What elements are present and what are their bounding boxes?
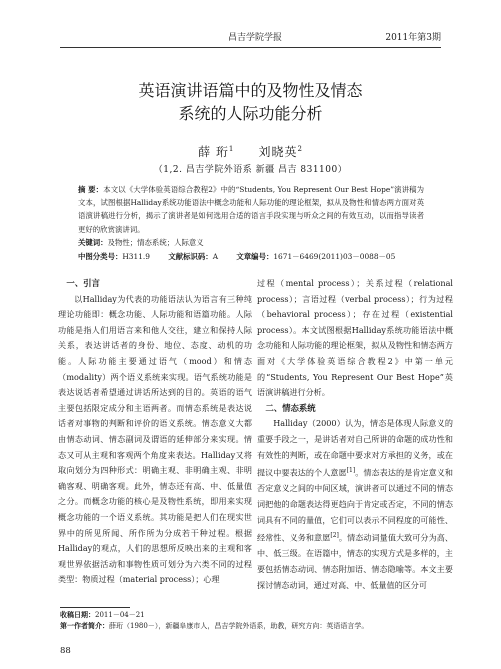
article-number-label: 文章编号：: [236, 252, 274, 261]
body-column-left: [58, 276, 252, 588]
keywords: [78, 237, 424, 248]
classification-line: [78, 251, 424, 262]
keywords-text: 及物性；情态系统；人际意义: [107, 238, 204, 247]
clc-number: H311.9: [122, 252, 150, 261]
paragraph-modality: [257, 416, 453, 593]
running-header: [60, 30, 441, 44]
author-info: 薛珩（1980－），新疆阜康市人，昌吉学院外语系，助教，研究方向：英语语言学。: [109, 622, 369, 630]
footnote-rule: [60, 607, 130, 608]
received-date: 2011－04－21: [95, 611, 145, 619]
article-title-line-1: 英语演讲语篇中的及物性及情态: [138, 81, 363, 100]
journal-name: 昌吉学院学报: [228, 33, 283, 43]
header-rule: [60, 47, 441, 48]
footnote-received: [60, 610, 450, 621]
clc-label: 中图分类号：: [78, 252, 123, 261]
issue-number: 2011年第3期: [385, 33, 441, 43]
author-line: [0, 143, 501, 160]
section-heading-modality: 二、情态系统: [265, 402, 316, 413]
paragraph-introduction-continued: 过程（mental process）；关系过程（relational process）；言语过程（verbal process）；行为过程（behavioral process）；存在过程（existential process）。本文试图根据Halliday系统功能语法中概念功能和人际功能的理论框架，拟从及物性和情态两方面对《大学体验英语综合教程2》中第一单元的“Students, You Represent Our Best Hope”英语演讲稿进行分析。: [257, 278, 453, 398]
affiliation: （1,2. 昌吉学院外语系 新疆 昌吉 831100）: [153, 165, 348, 175]
modality-text-a: Halliday（2000）认为，情态是体现人际意义的重要手段之一，是讲话者对自己所讲的命题的成功性和有效性的判断，或在命题中要求对方承担的义务，或在提议中要表达的个人意愿: [257, 418, 453, 478]
modality-text-c: 。情态动词量值大致可分为高、中、低三级。在语篇中，情态的实现方式是多样的，主要包括情态动词、情态附加语、情态隐喻等。本文主要探讨情态动词，通过对高、中、低量值的区分可: [257, 532, 453, 590]
article-number: 1671－6469(2011)03－0088－05: [273, 252, 396, 261]
section-heading-introduction: 一、引言: [66, 278, 100, 288]
author-1-affil-mark: 1: [228, 145, 235, 153]
citation-1: [1]: [346, 467, 356, 475]
footnote-author: [60, 621, 450, 632]
author-1: 薛 珩: [198, 145, 229, 159]
abstract-text: 本文以《大学体验英语综合教程2》中的“Students, You Represent Our Best Hope”演讲稿为文本，试图根据Halliday系统功能语法中概念功能和人际功能的理论框架，拟从及物性和情态两方面对英语演讲稿进行分析，揭示了演讲者是如何选用合适的语言手段实现与听众之间的有效互动，以而指导读者更好的欣赏演讲词。: [78, 185, 424, 234]
citation-2: [2]: [330, 532, 339, 540]
author-info-label: 第一作者简介：: [60, 622, 109, 630]
received-label: 收稿日期：: [60, 611, 95, 619]
author-2-affil-mark: 2: [297, 145, 303, 153]
paragraph-introduction: 以Halliday为代表的功能语法认为语言有三种纯理论功能即：概念功能、人际功能和语篇功能。人际功能是指人们用语言来和他人交往，建立和保持人际关系，表达讲话者的身份、地位、态度、动机的功能。人际功能主要通过语气（mood）和情态（modality）两个语义系统来实现。语气系统功能是表达说话者希望通过讲话所达到的目的。英语的语气主要包括限定成分和主语两者。而情态系统是表达说话者对事物的判断和评价的语义系统。情态意义大都由情态动词、情态副词及谓语的延伸部分来实现。情态又可从主观和客观两个角度来表达。Halliday又将取向划分为四种形式：明确主观、非明确主观、非明确客观、明确客观。此外，情态还有高、中、低量值之分。而概念功能的核心是及物性系统，即用来实现概念功能的一个语义系统。其功能是把人们在现实世界中的所见所闻、所作所为分成若干种过程。根据Halliday的观点，人们的思想所反映出来的主观和客观世界依据活动和事物性质可划分为六类不同的过程类型：物质过程（material process）；心理: [58, 293, 252, 585]
abstract-label: 摘 要：: [78, 185, 104, 194]
page-number: 88: [60, 646, 71, 656]
abstract: [78, 183, 424, 236]
doc-code: A: [212, 252, 219, 261]
article-title-line-2: 系统的人际功能分析: [178, 104, 323, 123]
keywords-label: 关键词：: [78, 238, 108, 247]
modality-text-b: 。情态表达的是肯定意义和否定意义之间的中间区域，演讲者可以通过不同的情态词把他的命题表达得更趋向于肯定或否定，不同的情态词具有不同的量值，它们可以表示不同程度的可能性、经常性、义务和意愿: [257, 467, 453, 543]
doc-code-label: 文献标识码：: [168, 252, 213, 261]
author-2: 刘晓英: [258, 145, 298, 159]
body-column-right: [257, 276, 453, 593]
